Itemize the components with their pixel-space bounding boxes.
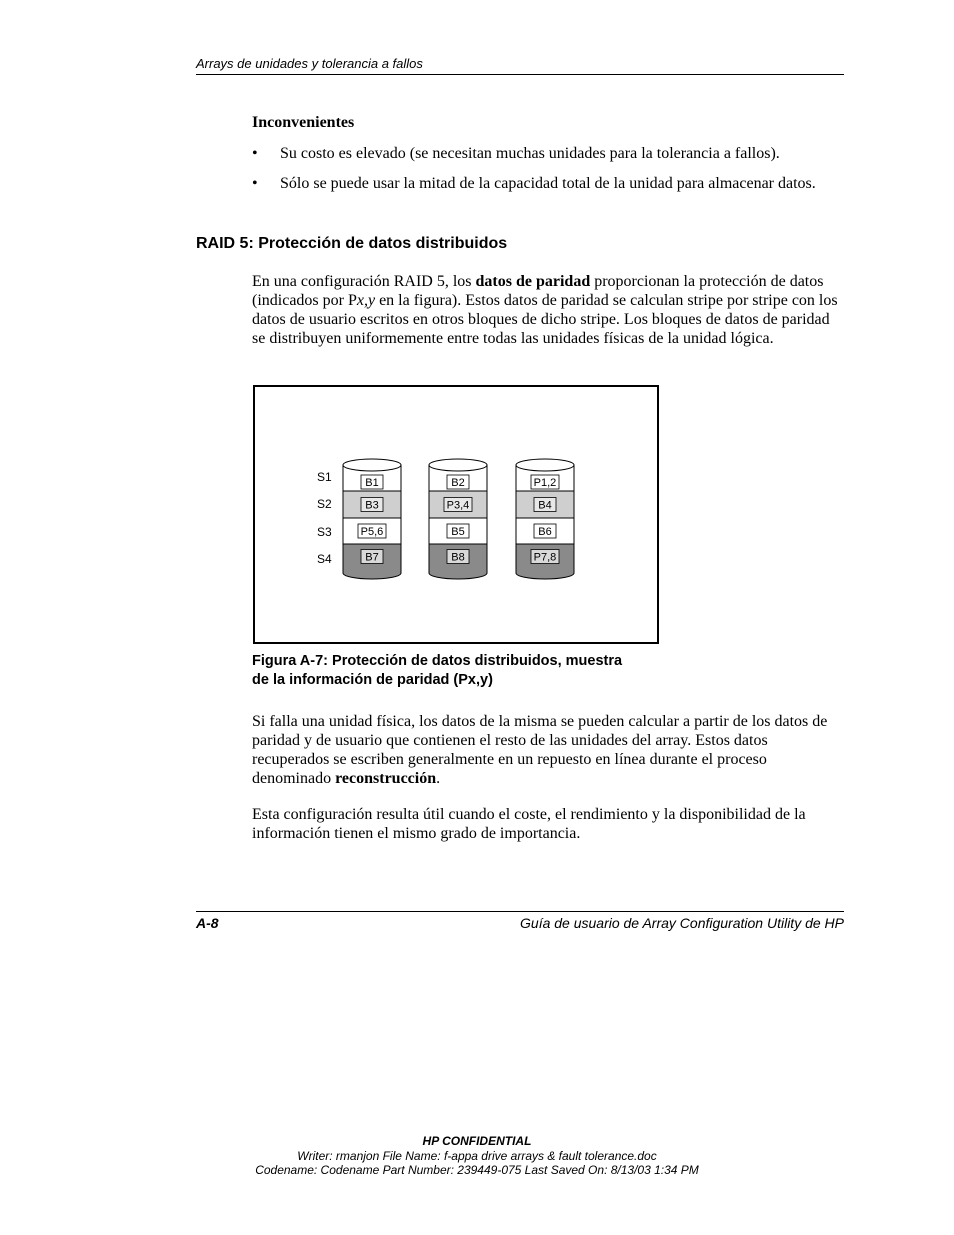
figure-caption bbox=[252, 652, 672, 690]
intro-italic-index: x,y bbox=[356, 292, 376, 309]
failure-bold-term: reconstrucción bbox=[335, 770, 437, 787]
confidential-line-2: Codename: Codename Part Number: 239449-075 Last Saved On: 8/13/03 1:34 PM bbox=[255, 1163, 699, 1177]
block-label: P7,8 bbox=[533, 551, 557, 564]
guide-title: Guía de usuario de Array Configuration Utility de HP bbox=[520, 915, 844, 931]
failure-text-2: . bbox=[436, 770, 441, 787]
intro-text-2: proporcionan la protección de datos (indicados por P bbox=[252, 273, 824, 309]
bullet-icon: • bbox=[252, 145, 258, 162]
block-label: B4 bbox=[538, 499, 552, 512]
bullet-icon: • bbox=[252, 175, 258, 192]
raid5-diagram bbox=[255, 387, 661, 646]
header-rule bbox=[196, 74, 844, 75]
intro-text-1: En una configuración RAID 5, los bbox=[252, 273, 476, 290]
failure-text-1: Si falla una unidad física, los datos de la misma se pueden calcular a partir de los datos de paridad y de usuario que contienen el resto de las unidades del array. Estos datos recuperados se escriben generalmente en un repuesto en línea durante el proceso denominado bbox=[252, 713, 828, 787]
section-heading: RAID 5: Protección de datos distribuidos bbox=[196, 235, 508, 252]
stripe-label: S4 bbox=[317, 552, 332, 566]
drive-cylinder bbox=[343, 459, 401, 579]
confidential-title: HP CONFIDENTIAL bbox=[422, 1134, 532, 1148]
block-label: B1 bbox=[365, 477, 379, 489]
intro-text-3: en la figura). Estos datos de paridad se calculan stripe por stripe con los datos de usuario escritos en otros bloques de dicho stripe. Los bloques de datos de paridad se distribuyen uniformemente entre todas las unidades físicas de la unidad lógica. bbox=[252, 292, 838, 347]
list-item bbox=[252, 174, 842, 193]
stripe-label: S3 bbox=[317, 525, 332, 539]
raid5-figure bbox=[253, 385, 659, 644]
drive-top-cap bbox=[516, 459, 574, 471]
block-label: B2 bbox=[451, 477, 465, 489]
drive-top-cap bbox=[429, 459, 487, 471]
caption-line-1: Figura A-7: Protección de datos distribuidos, muestra bbox=[252, 653, 623, 669]
drive-cylinder bbox=[516, 459, 574, 579]
intro-paragraph bbox=[252, 272, 844, 348]
confidential-block bbox=[0, 1134, 954, 1178]
stripe-label: S1 bbox=[317, 470, 332, 484]
block-label: P5,6 bbox=[360, 526, 384, 538]
block-label: P3,4 bbox=[446, 499, 470, 512]
list-item-text: Su costo es elevado (se necesitan muchas unidades para la tolerancia a fallos). bbox=[280, 145, 780, 162]
footer-rule bbox=[196, 911, 844, 912]
list-item bbox=[252, 144, 842, 163]
page-number: A-8 bbox=[196, 915, 219, 931]
block-label: B3 bbox=[365, 499, 379, 512]
confidential-line-1: Writer: rmanjon File Name: f-appa drive arrays & fault tolerance.doc bbox=[297, 1148, 657, 1163]
block-label: B6 bbox=[538, 526, 552, 538]
block-label: B8 bbox=[451, 551, 465, 564]
block-label: B7 bbox=[365, 551, 379, 564]
list-item-text: Sólo se puede usar la mitad de la capacidad total de la unidad para almacenar datos. bbox=[280, 175, 816, 192]
intro-bold-term: datos de paridad bbox=[475, 273, 591, 290]
block-label: B5 bbox=[451, 526, 465, 538]
caption-line-2: de la información de paridad (Px,y) bbox=[252, 672, 493, 688]
drawbacks-heading: Inconvenientes bbox=[252, 114, 355, 131]
drive-cylinder bbox=[429, 459, 487, 579]
drive-top-cap bbox=[343, 459, 401, 471]
block-label: P1,2 bbox=[533, 477, 557, 489]
running-header: Arrays de unidades y tolerancia a fallos bbox=[196, 56, 423, 71]
stripe-label: S2 bbox=[317, 497, 332, 511]
failure-paragraph bbox=[252, 712, 844, 788]
closing-paragraph: Esta configuración resulta útil cuando el coste, el rendimiento y la disponibilidad de la información tienen el mismo grado de importancia. bbox=[252, 806, 806, 842]
drawbacks-list bbox=[252, 144, 842, 204]
